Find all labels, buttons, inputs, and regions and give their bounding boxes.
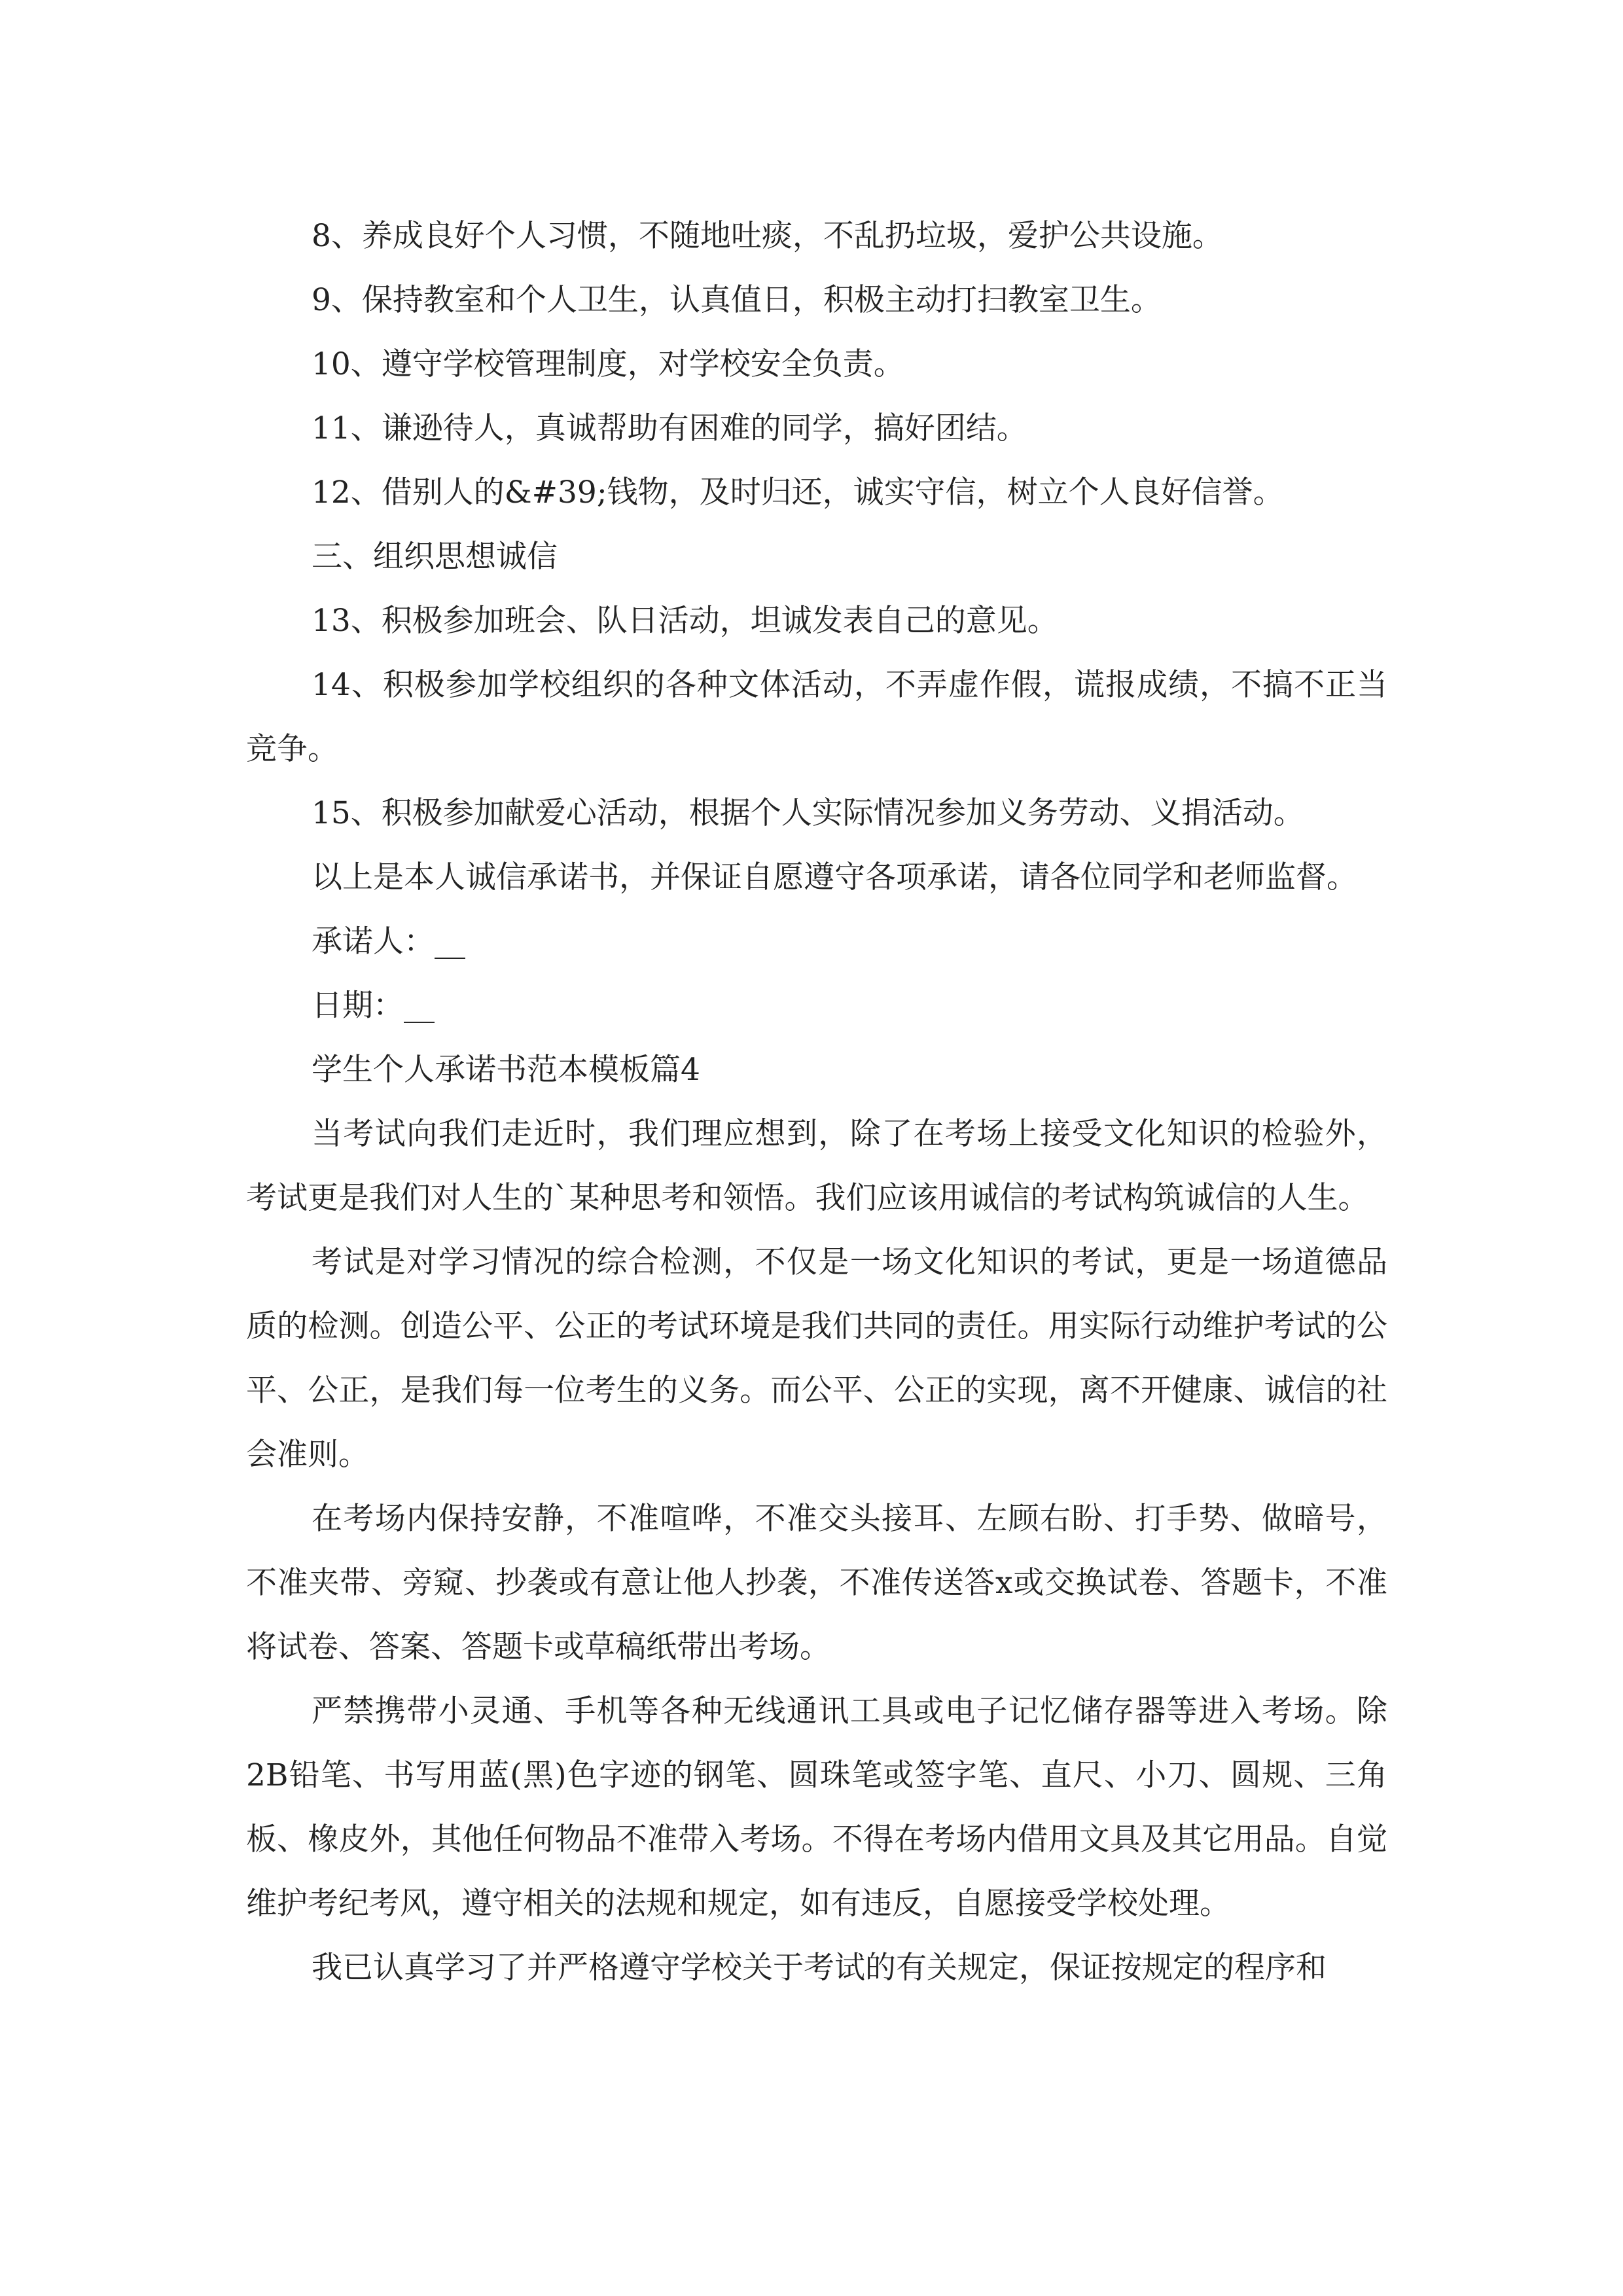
paragraph-item-13: 13、积极参加班会、队日活动，坦诚发表自己的意见。	[312, 603, 1058, 639]
paragraph-item-9: 9、保持教室和个人卫生，认真值日，积极主动打扫教室卫生。	[312, 282, 1162, 318]
pledge-summary: 以上是本人诚信承诺书，并保证自愿遵守各项承诺，请各位同学和老师监督。	[312, 859, 1357, 895]
section-heading: 三、组织思想诚信	[312, 539, 558, 575]
paragraph-item-10: 10、遵守学校管理制度，对学校安全负责。	[312, 346, 904, 382]
body-paragraph: 我已认真学习了并严格遵守学校关于考试的有关规定，保证按规定的程序和	[312, 1950, 1327, 1986]
paragraph-item-8: 8、养成良好个人习惯，不随地吐痰，不乱扔垃圾，爱护公共设施。	[312, 218, 1223, 254]
template-title: 学生个人承诺书范本模板篇4	[312, 1052, 700, 1088]
paragraph-item-12: 12、借别人的&#39;钱物，及时归还，诚实守信，树立个人良好信誉。	[312, 475, 1284, 511]
pledger-line: 承诺人：__	[312, 924, 465, 960]
paragraph-item-14: 14、积极参加学校组织的各种文体活动，不弄虚作假，谎报成绩，不搞不正当竞争。	[246, 667, 1387, 767]
body-paragraph: 严禁携带小灵通、手机等各种无线通讯工具或电子记忆储存器等进入考场。除2B铅笔、书写用蓝(黑)色字迹的钢笔、圆珠笔或签字笔、直尺、小刀、圆规、三角板、橡皮外，其他任何物品不准带入考场。不得在考场内借用文具及其它用品。自觉维护考纪考风，遵守相关的法规和规定，如有违反，自愿接受学校处理。	[246, 1693, 1387, 1922]
body-paragraph: 在考场内保持安静，不准喧哗，不准交头接耳、左顾右盼、打手势、做暗号，不准夹带、旁窥、抄袭或有意让他人抄袭，不准传送答x或交换试卷、答题卡，不准将试卷、答案、答题卡或草稿纸带出考场。	[246, 1501, 1387, 1665]
body-paragraph: 考试是对学习情况的综合检测，不仅是一场文化知识的考试，更是一场道德品质的检测。创造公平、公正的考试环境是我们共同的责任。用实际行动维护考试的公平、公正，是我们每一位考生的义务。而公平、公正的实现，离不开健康、诚信的社会准则。	[246, 1244, 1387, 1473]
body-paragraph: 当考试向我们走近时，我们理应想到，除了在考场上接受文化知识的检验外，考试更是我们对人生的`某种思考和领悟。我们应该用诚信的考试构筑诚信的人生。	[246, 1116, 1387, 1216]
paragraph-item-15: 15、积极参加献爱心活动，根据个人实际情况参加义务劳动、义捐活动。	[312, 795, 1304, 831]
paragraph-item-11: 11、谦逊待人，真诚帮助有困难的同学，搞好团结。	[312, 410, 1027, 446]
document-body	[246, 204, 1387, 2000]
date-line: 日期：__	[312, 988, 435, 1024]
